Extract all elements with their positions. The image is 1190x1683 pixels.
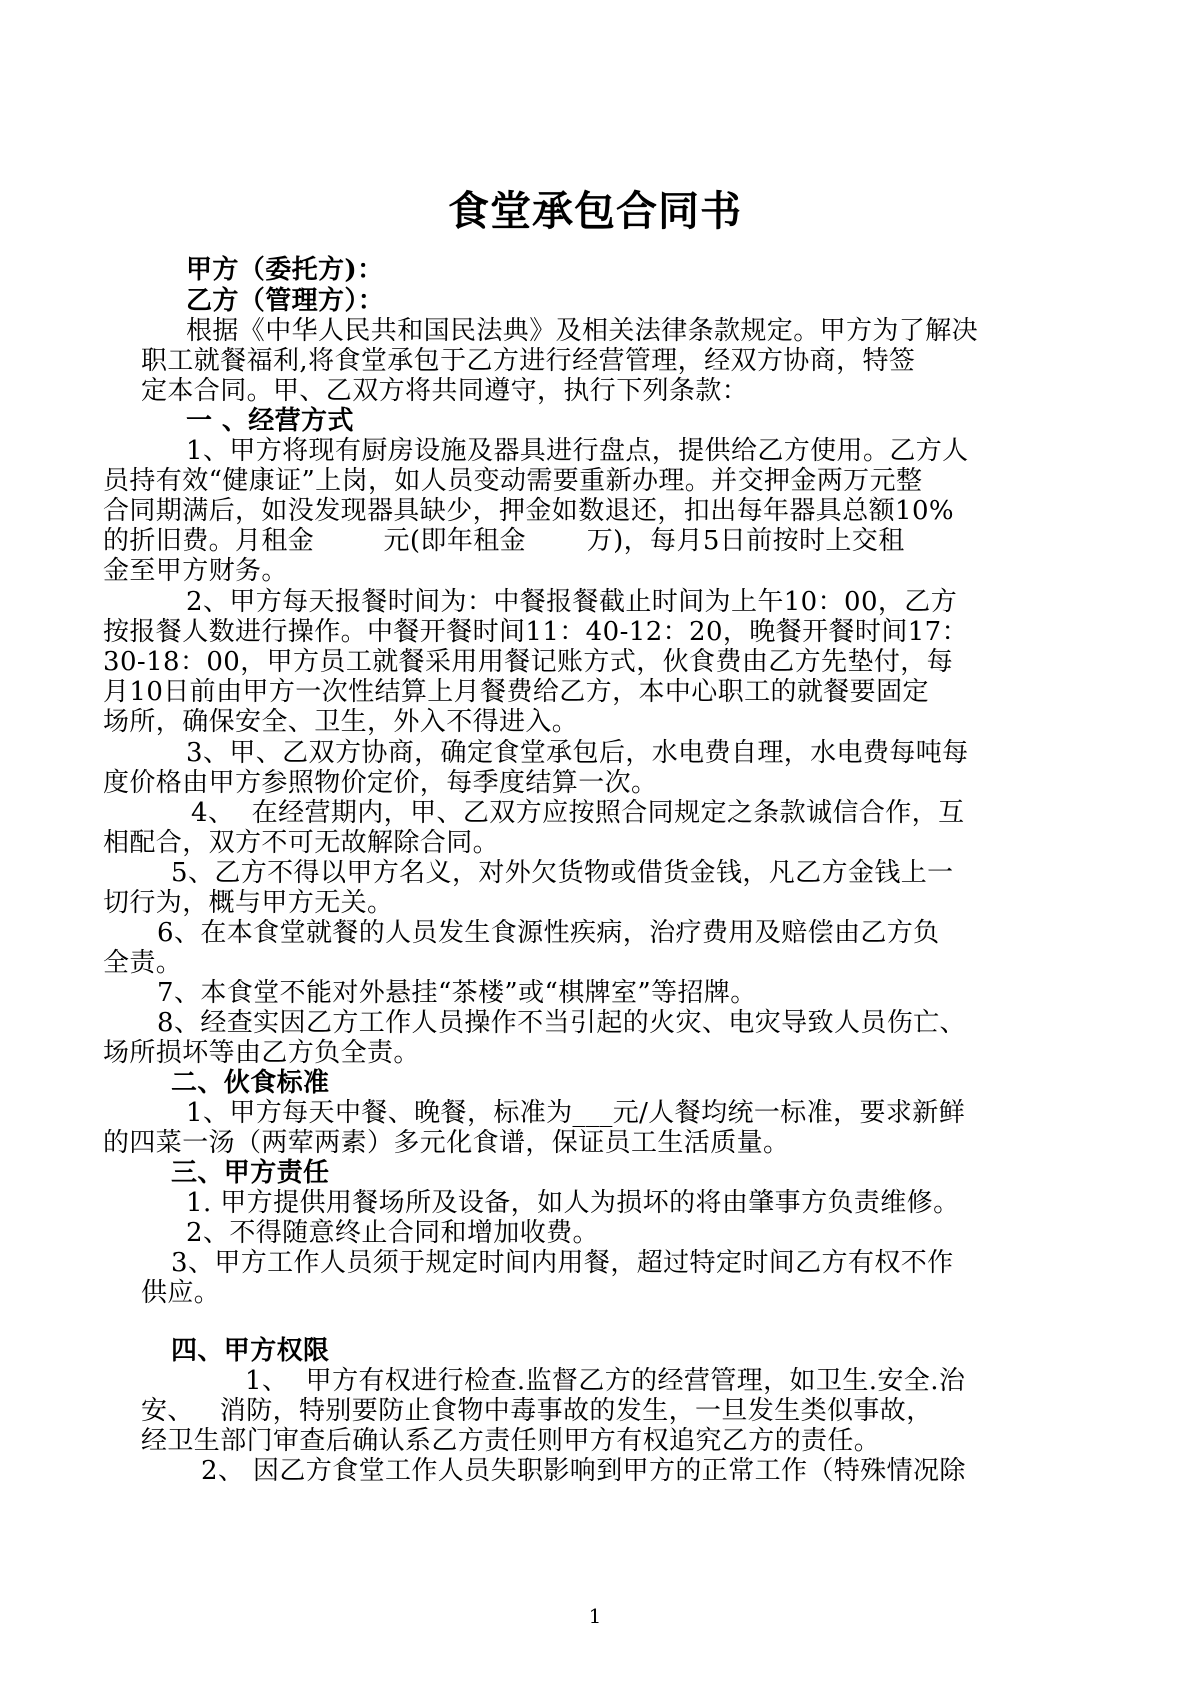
clause-line: 度价格由甲方参照物价定价，每季度结算一次。 <box>103 768 658 798</box>
party-a-line: 甲方（委托方)： <box>186 255 384 285</box>
clause-line: 员持有效“健康证”上岗，如人员变动需要重新办理。并交押金两万元整 <box>103 466 923 496</box>
clause-line: 5、乙方不得以甲方名义，对外欠货物或借货金钱，凡乙方金钱上一 <box>171 858 954 888</box>
clause-line: 1、 甲方有权进行检查.监督乙方的经营管理，如卫生.安全.治 <box>245 1366 966 1396</box>
clause-line: 3、甲方工作人员须于规定时间内用餐，超过特定时间乙方有权不作 <box>171 1248 954 1278</box>
clause-line: 合同期满后，如没发现器具缺少，押金如数退还，扣出每年器具总额10% <box>103 496 954 526</box>
section-heading: 四、甲方权限 <box>171 1336 330 1366</box>
party-b-line: 乙方（管理方）： <box>186 286 385 316</box>
clause-line: 7、本食堂不能对外悬挂“茶楼”或“棋牌室”等招牌。 <box>157 978 757 1008</box>
preamble-line: 根据《中华人民共和国民法典》及相关法律条款规定。甲方为了解决 <box>186 316 979 346</box>
clause-line: 场所，确保安全、卫生，外入不得进入。 <box>103 707 579 737</box>
clause-line: 经卫生部门审查后确认系乙方责任则甲方有权追究乙方的责任。 <box>141 1426 881 1456</box>
clause-line: 3、甲、乙双方协商，确定食堂承包后，水电费自理，水电费每吨每 <box>186 738 969 768</box>
clause-line: 1、甲方将现有厨房设施及器具进行盘点，提供给乙方使用。乙方人 <box>186 436 969 466</box>
clause-line: 切行为，概与甲方无关。 <box>103 888 394 918</box>
clause-line: 全责。 <box>103 948 183 978</box>
preamble-line: 定本合同。甲、乙双方将共同遵守，执行下列条款： <box>141 376 749 406</box>
clause-line: 4、 在经营期内，甲、乙双方应按照合同规定之条款诚信合作，互 <box>191 798 965 828</box>
clause-line: 8、经查实因乙方工作人员操作不当引起的火灾、电灾导致人员伤亡、 <box>157 1008 966 1038</box>
preamble-line: 职工就餐福利,将食堂承包于乙方进行经营管理，经双方协商，特签 <box>141 346 916 376</box>
clause-line: 2、不得随意终止合同和增加收费。 <box>186 1218 599 1248</box>
clause-line: 按报餐人数进行操作。中餐开餐时间11：40-12：20，晚餐开餐时间17： <box>103 617 969 647</box>
clause-line: 供应。 <box>141 1278 221 1308</box>
section-heading: 二、伙食标准 <box>171 1068 330 1098</box>
clause-line: 6、在本食堂就餐的人员发生食源性疾病，治疗费用及赔偿由乙方负 <box>157 918 940 948</box>
clause-line: 1. 甲方提供用餐场所及设备，如人为损坏的将由肇事方负责维修。 <box>186 1188 960 1218</box>
clause-line: 2、 因乙方食堂工作人员失职影响到甲方的正常工作（特殊情况除 <box>201 1456 966 1486</box>
clause-line: 30-18：00，甲方员工就餐采用用餐记账方式，伙食费由乙方先垫付，每 <box>103 647 954 677</box>
section-heading: 一 、经营方式 <box>186 406 354 436</box>
clause-line: 1、甲方每天中餐、晚餐，标准为___元/人餐均统一标准，要求新鲜 <box>186 1098 966 1128</box>
clause-line: 的折旧费。月租金 元(即年租金 万)，每月5日前按时上交租 <box>103 526 905 556</box>
section-heading: 三、甲方责任 <box>171 1158 330 1188</box>
clause-line: 月10日前由甲方一次性结算上月餐费给乙方，本中心职工的就餐要固定 <box>103 677 929 707</box>
clause-line: 安、 消防，特别要防止食物中毒事故的发生，一旦发生类似事故， <box>141 1396 933 1426</box>
clause-line: 的四菜一汤（两荤两素）多元化食谱，保证员工生活质量。 <box>103 1128 790 1158</box>
clause-line: 相配合，双方不可无故解除合同。 <box>103 828 500 858</box>
clause-line: 金至甲方财务。 <box>103 556 288 586</box>
clause-line: 场所损坏等由乙方负全责。 <box>103 1038 420 1068</box>
clause-line: 2、甲方每天报餐时间为：中餐报餐截止时间为上午10：00，乙方 <box>186 587 958 617</box>
page-number: 1 <box>588 1604 602 1628</box>
document-title: 食堂承包合同书 <box>448 187 742 235</box>
